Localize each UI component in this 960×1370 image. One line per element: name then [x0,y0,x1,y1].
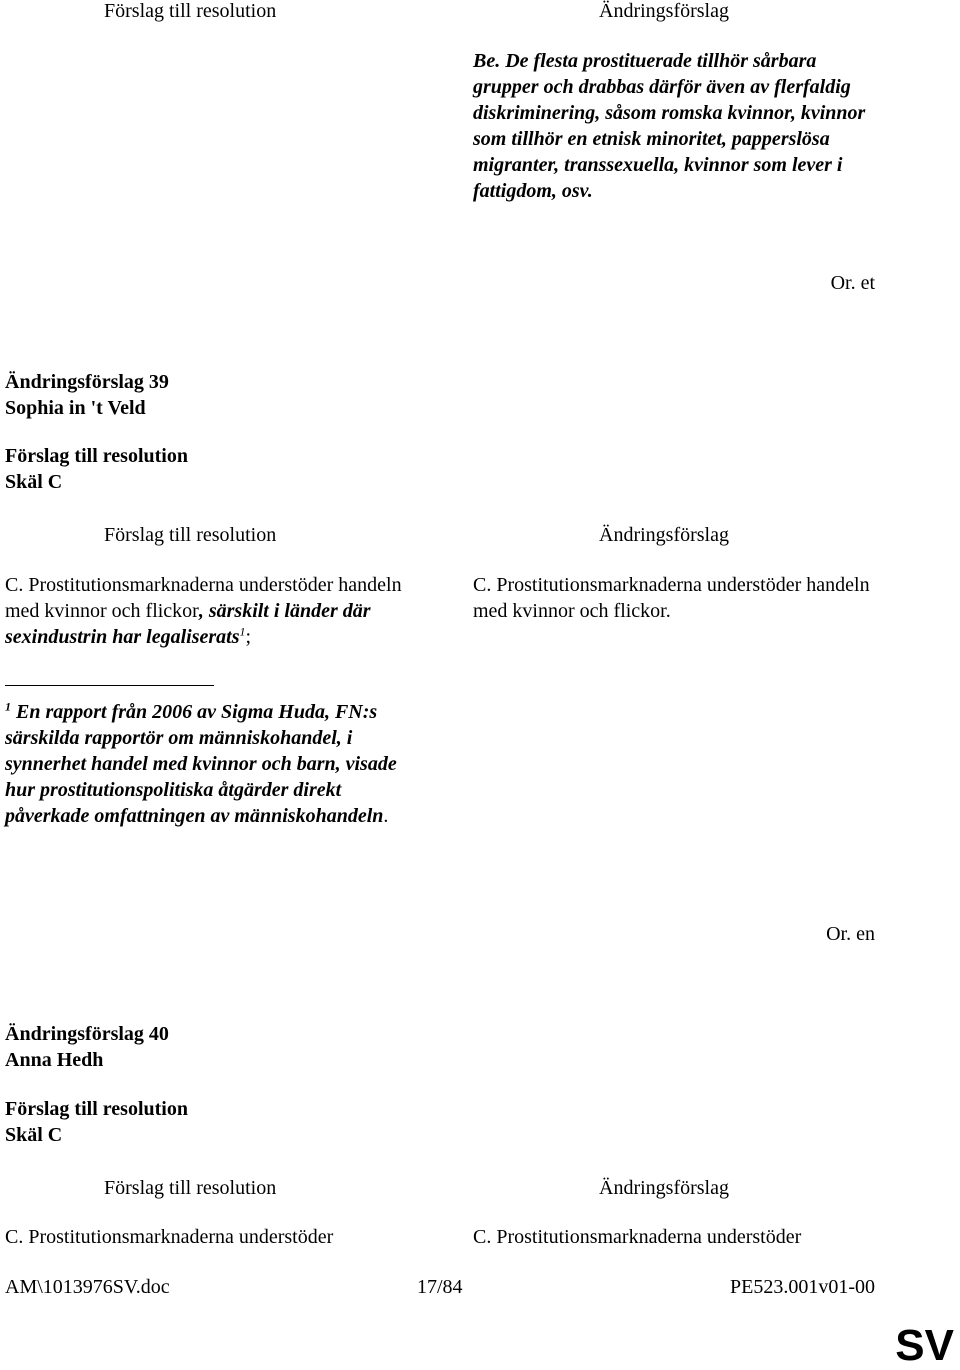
language-code: SV [895,1321,954,1370]
footer-pe-ref: PE523.001v01-00 [730,1276,875,1298]
footnote-separator [5,685,214,686]
point-label: Be. [473,50,501,72]
amendment-number: 40 [148,1023,169,1045]
column-header-resolution: Förslag till resolution [104,1177,277,1199]
amendment-39-target-item: Skäl C [5,471,63,493]
column-header-amendment: Ändringsförslag [599,524,729,546]
column-header-resolution: Förslag till resolution [104,524,277,546]
amendment-text-be [473,48,883,204]
text-end: ; [245,626,252,648]
point-body: De flesta prostituerade tillhör sårbara grupper och drabbas därför även av flerfaldig diskriminering, såsom romska kvinnor, kvinnor som tillhör en etnisk minoritet, papperslösa migranter, transsexuella, kvinnor som lever i fattigdom, osv. [473,50,866,202]
amendment-39-original-text [5,572,410,650]
footnote-reference: 1 [239,624,246,639]
amendment-39-amended-text: C. Prostitutionsmarknaderna understöder handeln med kvinnor och flickor. [473,574,870,622]
original-language-marker: Or. et [830,272,875,294]
amendment-title-word: Ändringsförslag [5,371,144,393]
footnote-text: En rapport från 2006 av Sigma Huda, FN:s särskilda rapportör om människohandel, i synnerhet handel med kvinnor och barn, visade hur prostitutionspolitiska åtgärder direkt påverkade omfattningen av människohandeln [5,701,397,827]
amendment-40-author: Anna Hedh [5,1049,104,1071]
amendment-40-title [5,1021,169,1047]
original-text: C. Prostitutionsmarknaderna understöder handeln med kvinnor och flickor [5,574,402,622]
amendment-40-amended-text: C. Prostitutionsmarknaderna understöder [473,1226,802,1248]
amendment-39-author: Sophia in 't Veld [5,397,146,419]
column-header-amendment: Ändringsförslag [599,0,729,22]
footnote-number: 1 [5,699,11,714]
amendment-40-original-text: C. Prostitutionsmarknaderna understöder [5,1226,334,1248]
footer-page-number: 17/84 [417,1276,463,1298]
amendment-number: 39 [148,371,169,393]
amendment-39-title [5,369,169,395]
amendment-39-target-doc: Förslag till resolution [5,445,188,467]
footer-doc-ref: AM\1013976SV.doc [5,1276,170,1298]
column-header-amendment: Ändringsförslag [599,1177,729,1199]
amendment-title-word: Ändringsförslag [5,1023,144,1045]
amendment-40-target-item: Skäl C [5,1124,63,1146]
original-language-marker: Or. en [826,923,875,945]
footnote-end: . [383,805,389,827]
added-text: , särskilt i länder där sexindustrin har legaliserats [5,600,371,648]
footnote [5,699,425,829]
amendment-40-target-doc: Förslag till resolution [5,1098,188,1120]
column-header-resolution: Förslag till resolution [104,0,277,22]
